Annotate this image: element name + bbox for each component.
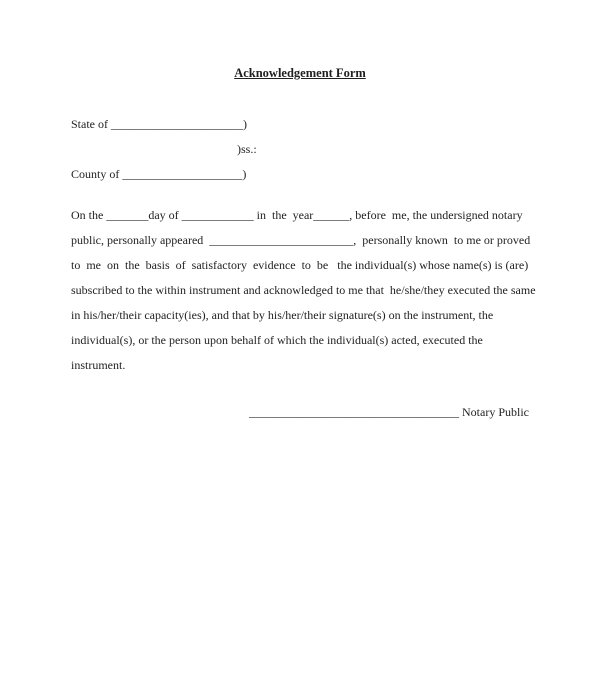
- county-blank-field: ____________________: [122, 167, 243, 181]
- ss-notation: )ss.:: [237, 142, 257, 156]
- paragraph-line: instrument.: [71, 358, 126, 372]
- document-title: Acknowledgement Form: [234, 66, 366, 80]
- paragraph-line: subscribed to the within instrument and acknowledged to me that he/she/they executed the same: [71, 283, 536, 297]
- state-line: [71, 112, 529, 137]
- county-close-paren: ): [242, 167, 247, 181]
- acknowledgement-paragraph: [71, 203, 536, 378]
- paragraph-line: individual(s), or the person upon behalf of which the individual(s) acted, executed the: [71, 333, 483, 347]
- county-line: [71, 162, 529, 187]
- notary-signature-line: [71, 400, 529, 425]
- state-close-paren: ): [243, 117, 247, 131]
- venue-block: [71, 112, 529, 187]
- state-label: State of: [71, 117, 111, 131]
- county-label: County of: [71, 167, 123, 181]
- notary-public-label: Notary Public: [459, 405, 529, 419]
- paragraph-line: to me on the basis of satisfactory evidence to be the individual(s) whose name(s) is (are): [71, 258, 529, 272]
- signature-blank-field: ___________________________________: [249, 405, 459, 419]
- paragraph-line: in his/her/their capacity(ies), and that by his/her/their signature(s) on the instrument, the: [71, 308, 494, 322]
- paragraph-line: public, personally appeared ________________________, personally known to me or proved: [71, 233, 531, 247]
- state-blank-field: ______________________: [111, 117, 243, 131]
- paragraph-line: On the _______day of ____________ in the year______, before me, the undersigned notary: [71, 208, 523, 222]
- ss-line: [71, 137, 529, 162]
